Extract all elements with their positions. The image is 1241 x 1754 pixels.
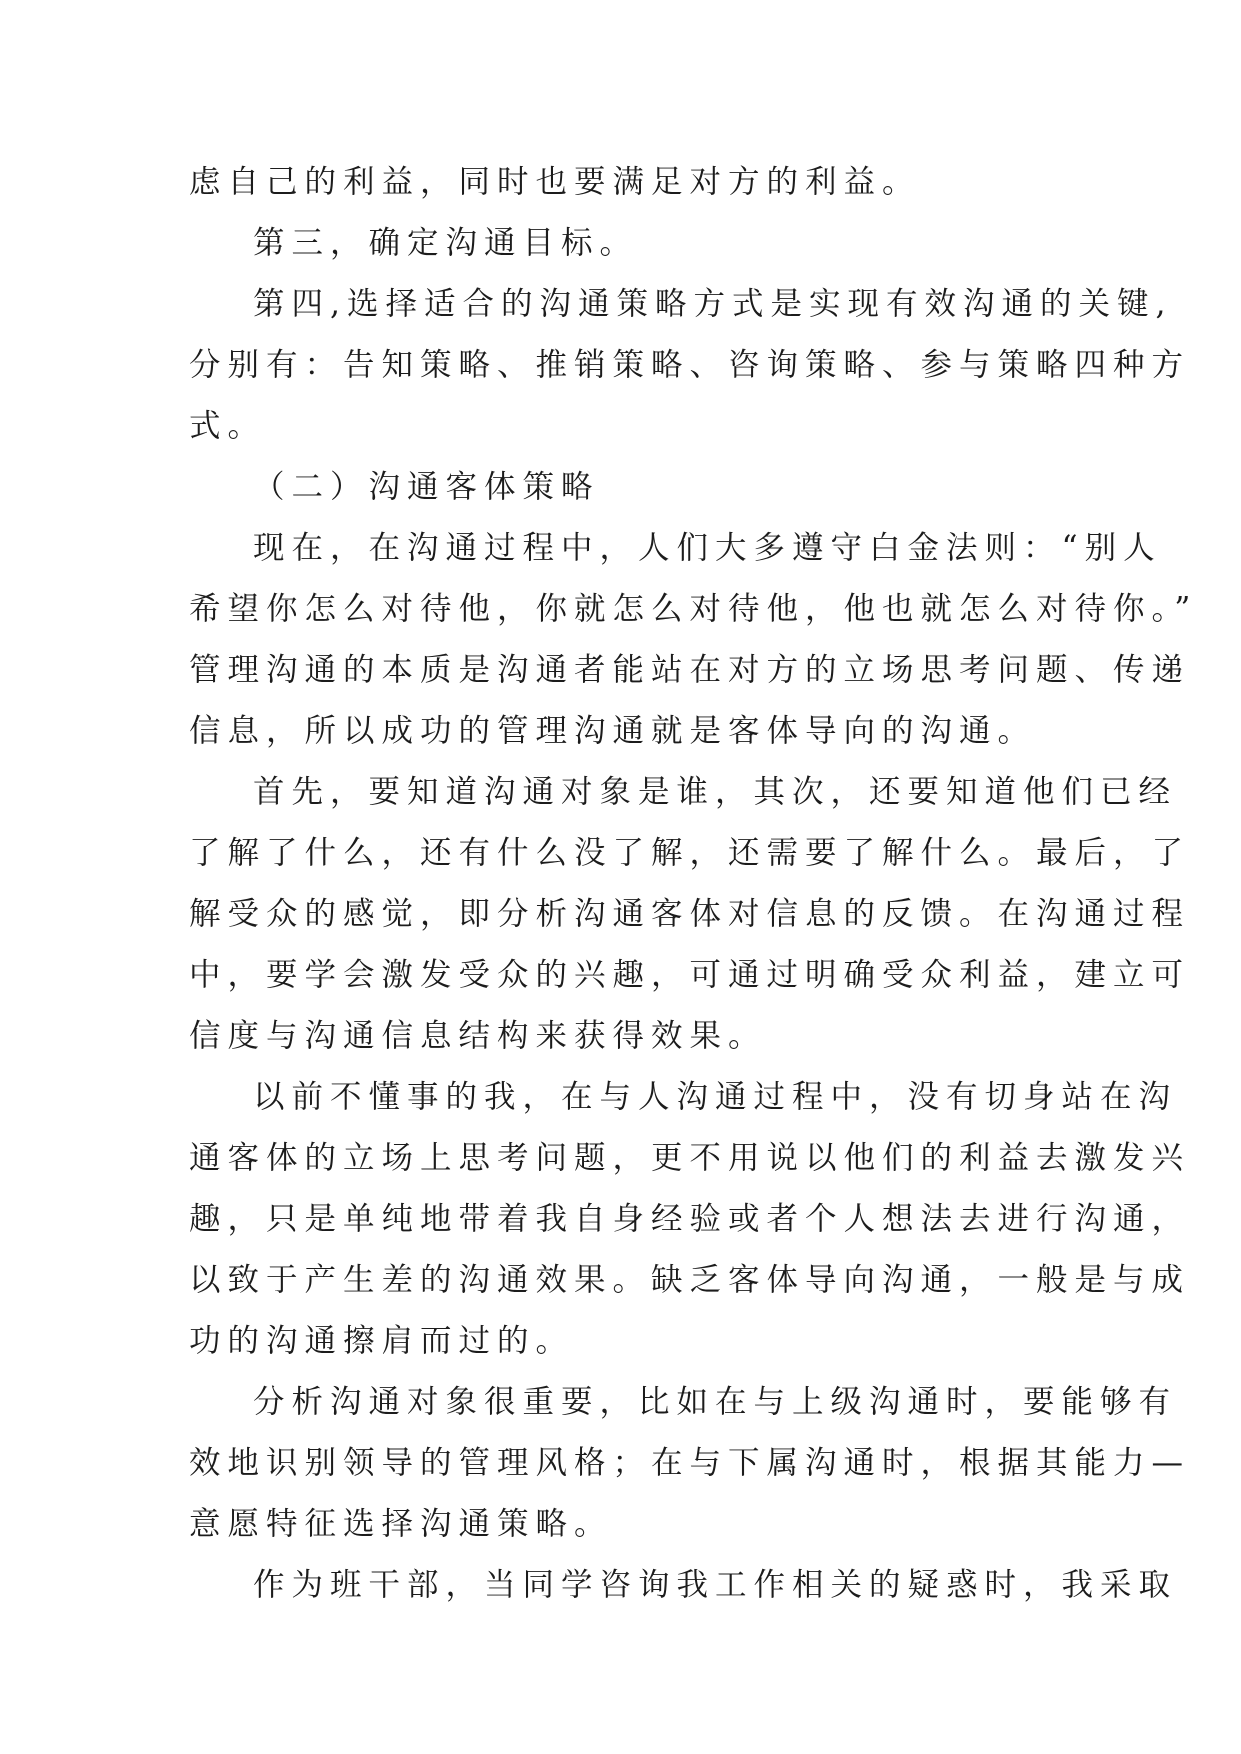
text-line: 信度与沟通信息结构来获得效果。 — [189, 1018, 767, 1054]
text-line: 希望你怎么对待他，你就怎么对待他，他也就怎么对待你。” — [189, 591, 1198, 627]
text-line: 管理沟通的本质是沟通者能站在对方的立场思考问题、传递 — [189, 652, 1191, 688]
text-line: 效地识别领导的管理风格；在与下属沟通时，根据其能力— — [189, 1445, 1191, 1481]
text-line: 趣，只是单纯地带着我自身经验或者个人想法去进行沟通， — [189, 1201, 1191, 1237]
text-line: 功的沟通擦肩而过的。 — [189, 1323, 575, 1359]
text-line: 第四,选择适合的沟通策略方式是实现有效沟通的关键, — [253, 286, 1173, 322]
text-line: 作为班干部，当同学咨询我工作相关的疑惑时，我采取 — [253, 1567, 1178, 1603]
text-line: 分别有：告知策略、推销策略、咨询策略、参与策略四种方 — [189, 347, 1191, 383]
document-body — [189, 152, 1198, 1616]
text-line: 解受众的感觉，即分析沟通客体对信息的反馈。在沟通过程 — [189, 896, 1191, 932]
text-line: 第三，确定沟通目标。 — [253, 225, 639, 261]
section-heading: （二）沟通客体策略 — [253, 469, 600, 505]
text-line: 意愿特征选择沟通策略。 — [189, 1506, 613, 1542]
text-line: 信息，所以成功的管理沟通就是客体导向的沟通。 — [189, 713, 1037, 749]
text-line: 通客体的立场上思考问题，更不用说以他们的利益去激发兴 — [189, 1140, 1191, 1176]
text-line: 了解了什么，还有什么没了解，还需要了解什么。最后，了 — [189, 835, 1191, 871]
text-line: 以致于产生差的沟通效果。缺乏客体导向沟通，一般是与成 — [189, 1262, 1191, 1298]
text-line: 分析沟通对象很重要，比如在与上级沟通时，要能够有 — [253, 1384, 1178, 1420]
text-line: 首先，要知道沟通对象是谁，其次，还要知道他们已经 — [253, 774, 1178, 810]
text-line: 中，要学会激发受众的兴趣，可通过明确受众利益，建立可 — [189, 957, 1191, 993]
text-line: 现在，在沟通过程中，人们大多遵守白金法则：“别人 — [253, 530, 1162, 566]
text-line: 式。 — [189, 408, 267, 444]
text-line: 以前不懂事的我，在与人沟通过程中，没有切身站在沟 — [253, 1079, 1178, 1115]
text-line: 虑自己的利益，同时也要满足对方的利益。 — [189, 164, 921, 200]
